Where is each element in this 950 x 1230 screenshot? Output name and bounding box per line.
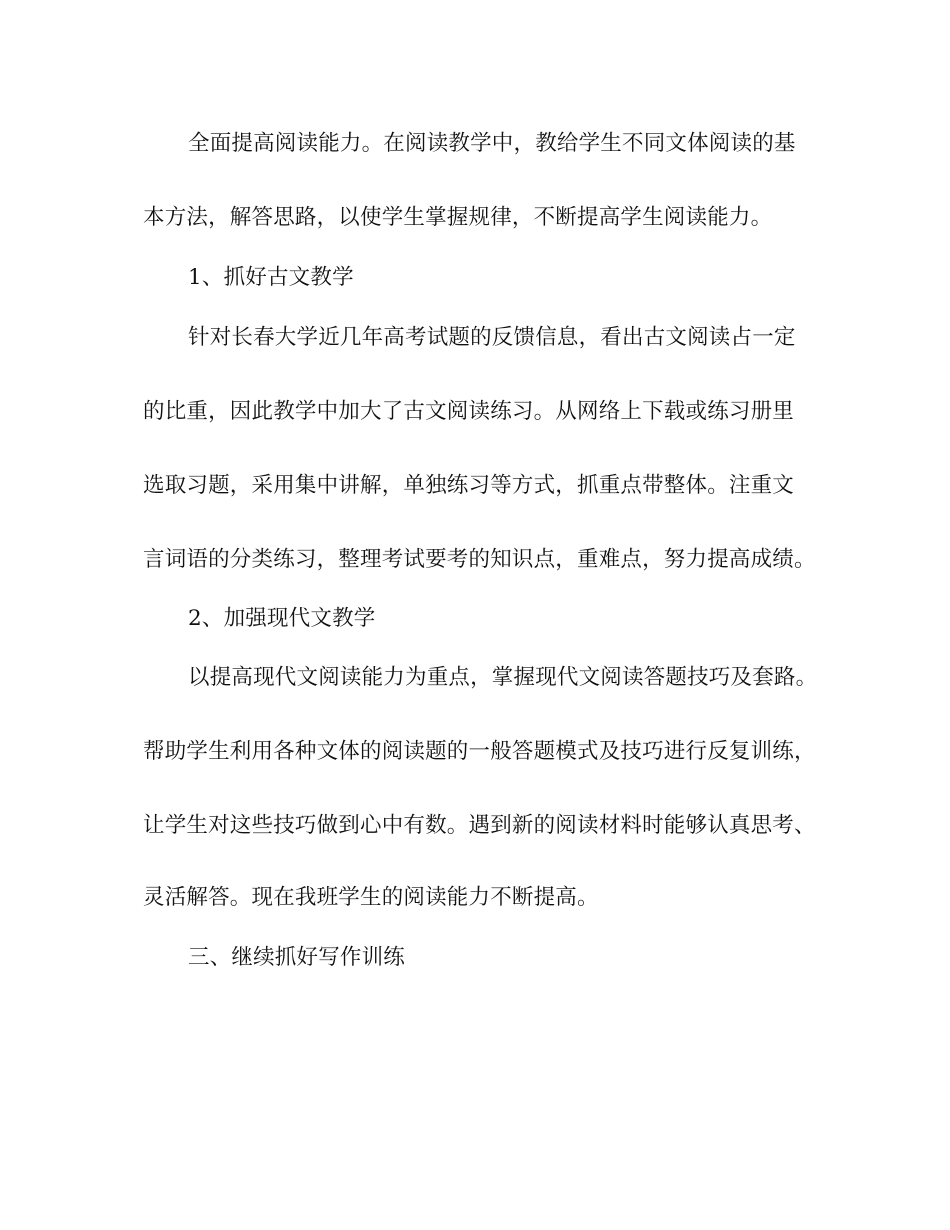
paragraph-line: 本方法，解答思路，以使学生掌握规律，不断提高学生阅读能力。 bbox=[143, 205, 773, 230]
section-heading: 三、继续抓好写作训练 bbox=[188, 945, 406, 970]
paragraph-line: 帮助学生利用各种文体的阅读题的一般答题模式及技巧进行反复训练， bbox=[143, 739, 816, 764]
paragraph-line: 以提高现代文阅读能力为重点，掌握现代文阅读答题技巧及套路。 bbox=[188, 665, 818, 690]
paragraph-line: 言词语的分类练习，整理考试要考的知识点，重难点，努力提高成绩。 bbox=[143, 547, 816, 572]
paragraph-line: 选取习题，采用集中讲解，单独练习等方式，抓重点带整体。注重文 bbox=[143, 473, 795, 498]
paragraph-line: 的比重，因此教学中加大了古文阅读练习。从网络上下载或练习册里 bbox=[143, 399, 795, 424]
paragraph-line: 全面提高阅读能力。在阅读教学中，教给学生不同文体阅读的基 bbox=[188, 131, 796, 156]
paragraph-line: 灵活解答。现在我班学生的阅读能力不断提高。 bbox=[143, 885, 599, 910]
paragraph-line: 针对长春大学近几年高考试题的反馈信息，看出古文阅读占一定 bbox=[188, 325, 796, 350]
section-heading: 1、抓好古文教学 bbox=[188, 265, 354, 290]
paragraph-line: 让学生对这些技巧做到心中有数。遇到新的阅读材料时能够认真思考、 bbox=[143, 813, 816, 838]
section-heading: 2、加强现代文教学 bbox=[188, 606, 376, 631]
